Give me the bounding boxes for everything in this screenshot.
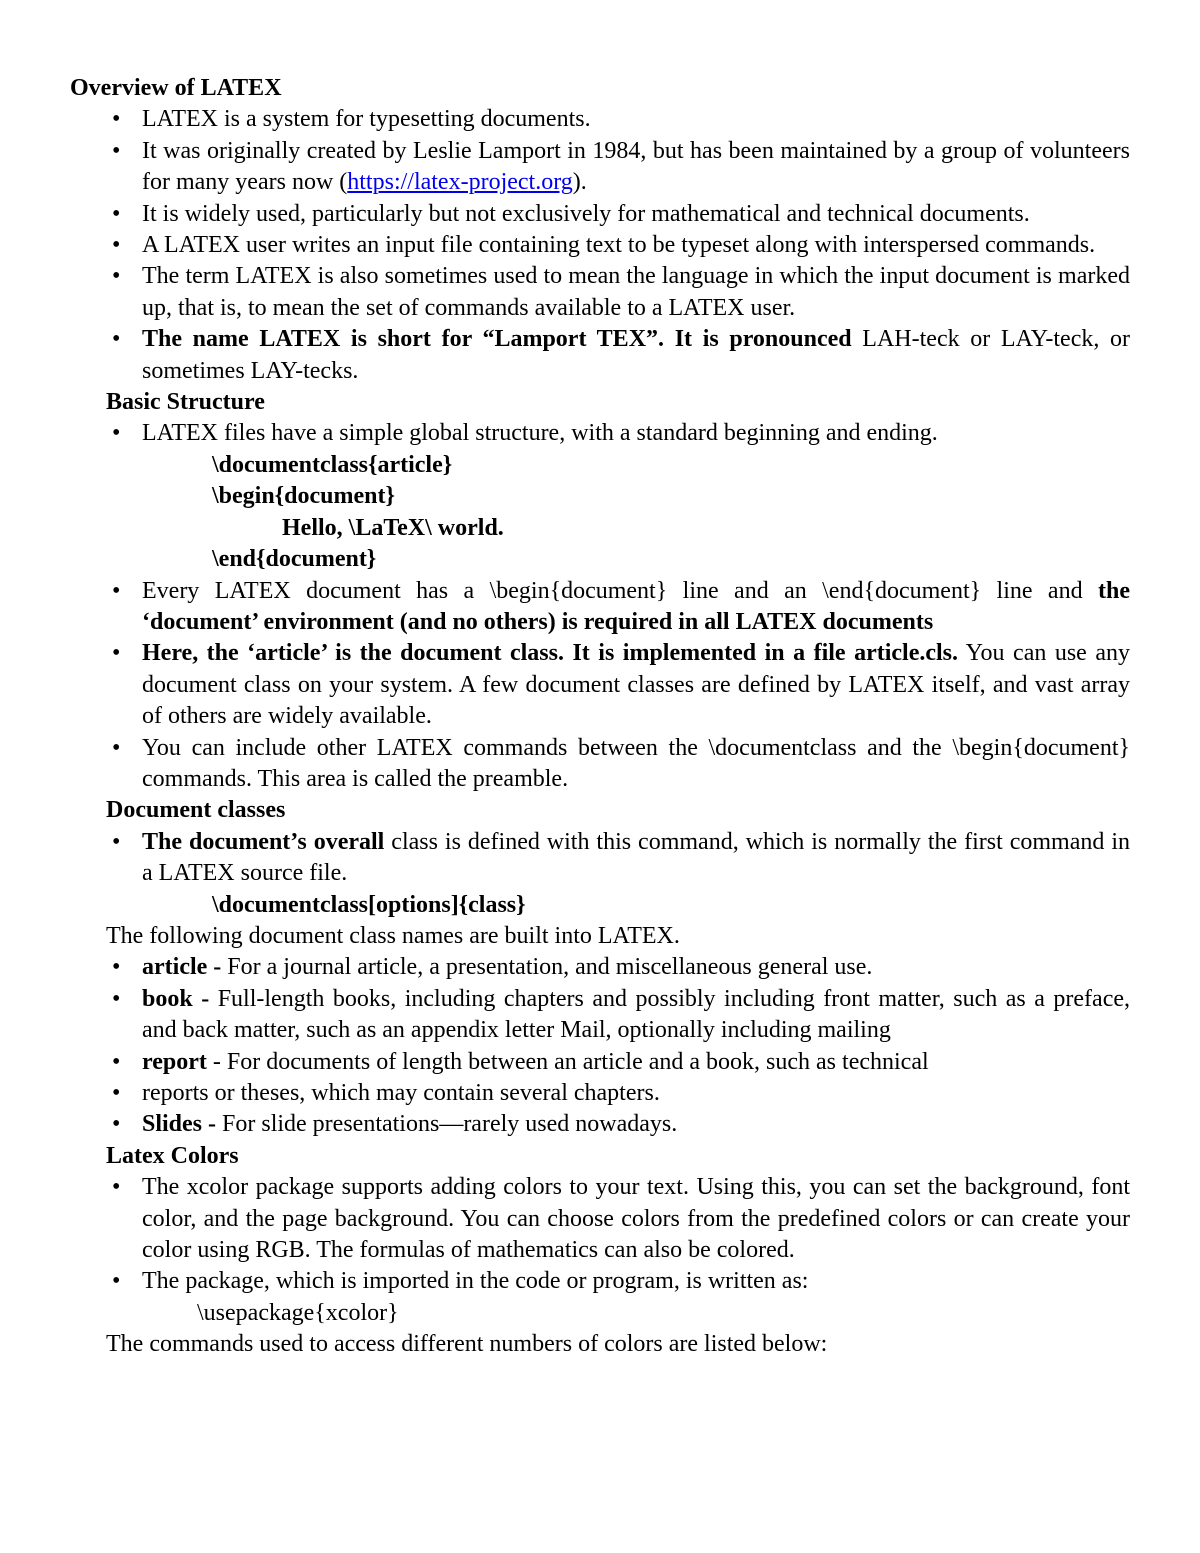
code-line: Hello, \LaTeX\ world. bbox=[282, 514, 504, 541]
text: For a journal article, a presentation, and miscellaneous general use. bbox=[221, 954, 873, 981]
code-line: \documentclass{article} bbox=[212, 451, 453, 478]
text: Every LATEX document has a \begin{document} line and an \end{document} line and bbox=[142, 577, 1083, 604]
list-item bbox=[70, 827, 1130, 890]
class-label: Slides - bbox=[142, 1111, 217, 1138]
list-item bbox=[70, 324, 1130, 387]
list-item-article bbox=[70, 952, 1130, 983]
text: You can use any document class on your system. A few document classes are defined by LATEX itself, and vast array of others are widely available. bbox=[142, 640, 1130, 730]
text: - For documents of length between an article and a book, such as technical bbox=[206, 1048, 929, 1075]
list-item: • You can include other LATEX commands between the \documentclass and the \begin{document} commands. This area is called the preamble. bbox=[70, 733, 1130, 796]
section-heading-document-classes: Document classes bbox=[106, 797, 286, 824]
paragraph: The following document class names are built into LATEX. bbox=[106, 922, 680, 949]
list-item: • A LATEX user writes an input file containing text to be typeset along with interspersed commands. bbox=[70, 230, 1130, 261]
list-item-book bbox=[70, 984, 1130, 1047]
bold-text: Here, the ‘article’ is the document class. It is implemented in a file article.cls. bbox=[142, 640, 959, 667]
code-line: \documentclass[options]{class} bbox=[212, 891, 526, 918]
list-item-reports: • reports or theses, which may contain several chapters. bbox=[70, 1078, 1130, 1109]
basic-structure-list-2 bbox=[70, 576, 1130, 796]
list-item: • The package, which is imported in the code or program, is written as: bbox=[70, 1266, 1130, 1297]
latex-project-link[interactable]: https://latex-project.org bbox=[347, 169, 573, 196]
list-item-slides bbox=[70, 1109, 1130, 1140]
list-item: • LATEX is a system for typesetting documents. bbox=[70, 104, 1130, 135]
bold-text: the ‘document’ environment (and no others) is required in all LATEX documents bbox=[142, 577, 1130, 635]
overview-list bbox=[70, 104, 1130, 387]
document-classes-list bbox=[70, 827, 1130, 890]
text: ). bbox=[572, 169, 587, 196]
list-item: • The term LATEX is also sometimes used to mean the language in which the input document is marked up, that is, to mean the set of commands available to a LATEX user. bbox=[70, 261, 1130, 324]
bold-text: The name LATEX is short for “Lamport TEX”. It is pronounced bbox=[142, 326, 852, 353]
list-item bbox=[70, 576, 1130, 639]
text: It was originally created by Leslie Lamport in 1984, but has been maintained by a group of volunteers for many years now ( bbox=[142, 137, 1130, 196]
class-label: report bbox=[142, 1048, 207, 1075]
list-item-report bbox=[70, 1047, 1130, 1078]
text: For slide presentations—rarely used nowadays. bbox=[216, 1111, 678, 1138]
list-item bbox=[70, 136, 1130, 199]
list-item: • LATEX files have a simple global structure, with a standard beginning and ending. bbox=[70, 418, 1130, 449]
code-line: \end{document} bbox=[212, 546, 377, 573]
bold-text: The document’s overall bbox=[142, 828, 385, 855]
list-item: • It is widely used, particularly but not exclusively for mathematical and technical documents. bbox=[70, 199, 1130, 230]
text: class is defined with this command, which is normally the first command in a LATEX source file. bbox=[142, 828, 1130, 887]
paragraph: The commands used to access different numbers of colors are listed below: bbox=[106, 1331, 828, 1358]
document-content bbox=[70, 73, 1130, 1361]
text: Full-length books, including chapters and possibly including front matter, such as a preface, and back matter, such as an appendix letter Mail, optionally including mailing bbox=[142, 985, 1130, 1044]
code-line: \begin{document} bbox=[212, 483, 395, 510]
basic-structure-list bbox=[70, 418, 1130, 449]
list-item bbox=[70, 638, 1130, 732]
class-label: article - bbox=[142, 954, 222, 981]
section-heading-basic-structure: Basic Structure bbox=[106, 389, 265, 416]
latex-colors-list bbox=[70, 1172, 1130, 1298]
class-label: book - bbox=[142, 985, 210, 1012]
list-item: • The xcolor package supports adding colors to your text. Using this, you can set the background, font color, and the page background. You can choose colors from the predefined colors or can create your color using RGB. The formulas of mathematics can also be colored. bbox=[70, 1172, 1130, 1266]
class-names-list bbox=[70, 952, 1130, 1140]
code-line: \usepackage{xcolor} bbox=[197, 1299, 399, 1326]
section-heading-overview: Overview of LATEX bbox=[70, 75, 282, 101]
section-heading-latex-colors: Latex Colors bbox=[106, 1142, 239, 1169]
text: LAH-teck or LAY-teck, or sometimes LAY-tecks. bbox=[142, 326, 1131, 384]
